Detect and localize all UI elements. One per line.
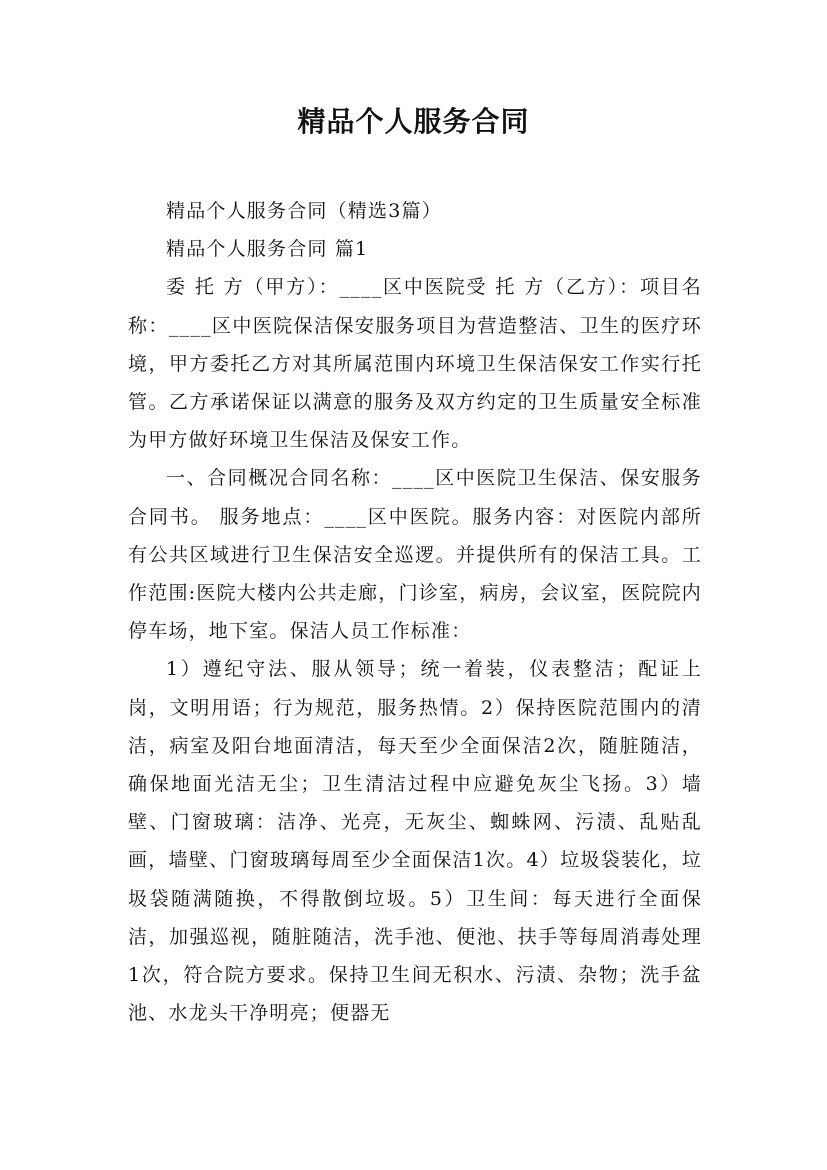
- document-title: 精品个人服务合同: [297, 105, 530, 138]
- document-body: [128, 192, 702, 1032]
- paragraph-subtitle: 精品个人服务合同（精选3篇）: [166, 200, 442, 222]
- paragraph-contract-overview: 一、合同概况合同名称：____区中医院卫生保洁、保安服务合同书。 服务地点：____区中医院。服务内容：对医院内部所有公共区域进行卫生保洁安全巡逻。并提供所有的保洁工具。工作范围:医院大楼内公共走廊，门诊室，病房，会议室，医院院内停车场，地下室。保洁人员工作标准：: [128, 467, 702, 643]
- paragraph-section-heading: 精品个人服务合同 篇1: [166, 238, 369, 261]
- paragraph-cleaning-standards: 1）遵纪守法、服从领导；统一着装，仪表整洁；配证上岗，文明用语；行为规范，服务热情。2）保持医院范围内的清洁，病室及阳台地面清洁，每天至少全面保洁2次，随脏随洁，确保地面光洁无尘；卫生清洁过程中应避免灰尘飞扬。3）墙壁、门窗玻璃：洁净、光亮，无灰尘、蜘蛛网、污渍、乱贴乱画，墙壁、门窗玻璃每周至少全面保洁1次。4）垃圾袋装化，垃圾袋随满随换，不得散倒垃圾。5）卫生间：每天进行全面保洁，加强巡视，随脏随洁，洗手池、便池、扶手等每周消毒处理1次，符合院方要求。保持卫生间无积水、污渍、杂物；洗手盆池、水龙头干净明亮；便器无: [128, 658, 702, 1025]
- paragraph-parties: 委 托 方（甲方）：____区中医院受 托 方（乙方）：项目名称：____区中医院保洁保安服务项目为营造整洁、卫生的医疗环境，甲方委托乙方对其所属范围内环境卫生保洁保安工作实行托管。乙方承诺保证以满意的服务及双方约定的卫生质量安全标准为甲方做好环境卫生保洁及保安工作。: [128, 276, 702, 452]
